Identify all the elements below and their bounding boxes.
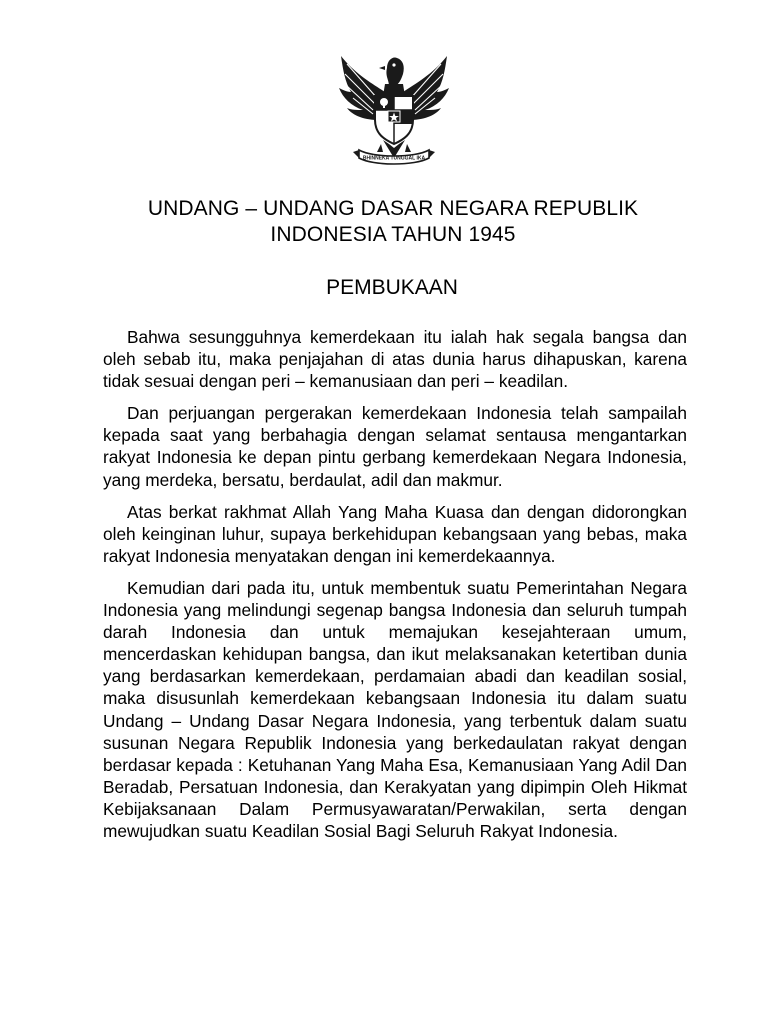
section-heading: PEMBUKAAN xyxy=(326,276,458,299)
document-title-line-1: UNDANG – UNDANG DASAR NEGARA REPUBLIK xyxy=(147,197,639,220)
paragraph-4: Kemudian dari pada itu, untuk membentuk suatu Pemerintahan Negara Indonesia yang melindungi segenap bangsa Indonesia dan seluruh tumpah darah Indonesia dan untuk memajukan kesejahteraan umum, mencerdaskan kehidupan bangsa, dan ikut melaksanakan ketertiban dunia yang berdasarkan kemerdekaan, perdamaian abadi dan keadilan sosial, maka disusunlah kemerdekaan kebangsaan Indonesia itu dalam suatu Undang – Undang Dasar Negara Indonesia, yang terbentuk dalam suatu susunan Negara Republik Indonesia yang berkedaulatan rakyat dengan berdasar kepada : Ketuhanan Yang Maha Esa, Kemanusiaan Yang Adil Dan Beradab, Persatuan Indonesia, dan Kerakyatan yang dipimpin Oleh Hikmat Kebijaksanaan Dalam Permusyawaratan/Perwakilan, serta dengan mewujudkan suatu Keadilan Sosial Bagi Seluruh Rakyat Indonesia. xyxy=(103,577,687,841)
garuda-pancasila-emblem-icon xyxy=(333,48,455,170)
paragraph-2: Dan perjuangan pergerakan kemerdekaan Indonesia telah sampailah kepada saat yang berbahagia dengan selamat sentausa mengantarkan rakyat Indonesia ke depan pintu gerbang kemerdekaan Negara Indonesia, yang merdeka, bersatu, berdaulat, adil dan makmur. xyxy=(103,403,687,490)
paragraph-3: Atas berkat rakhmat Allah Yang Maha Kuasa dan dengan didorongkan oleh keinginan luhur, supaya berkehidupan kebangsaan yang bebas, maka rakyat Indonesia menyatakan dengan ini kemerdekaannya. xyxy=(103,501,687,566)
document-title-line-2: INDONESIA TAHUN 1945 xyxy=(270,223,516,246)
document-title xyxy=(80,196,706,248)
preamble-body xyxy=(103,326,687,852)
paragraph-1: Bahwa sesungguhnya kemerdekaan itu ialah hak segala bangsa dan oleh sebab itu, maka penjajahan di atas dunia harus dihapuskan, karena tidak sesuai dengan peri – kemanusiaan dan peri – keadilan. xyxy=(103,327,687,392)
emblem-motto: BHINNEKA TUNGGAL IKA xyxy=(362,155,426,162)
